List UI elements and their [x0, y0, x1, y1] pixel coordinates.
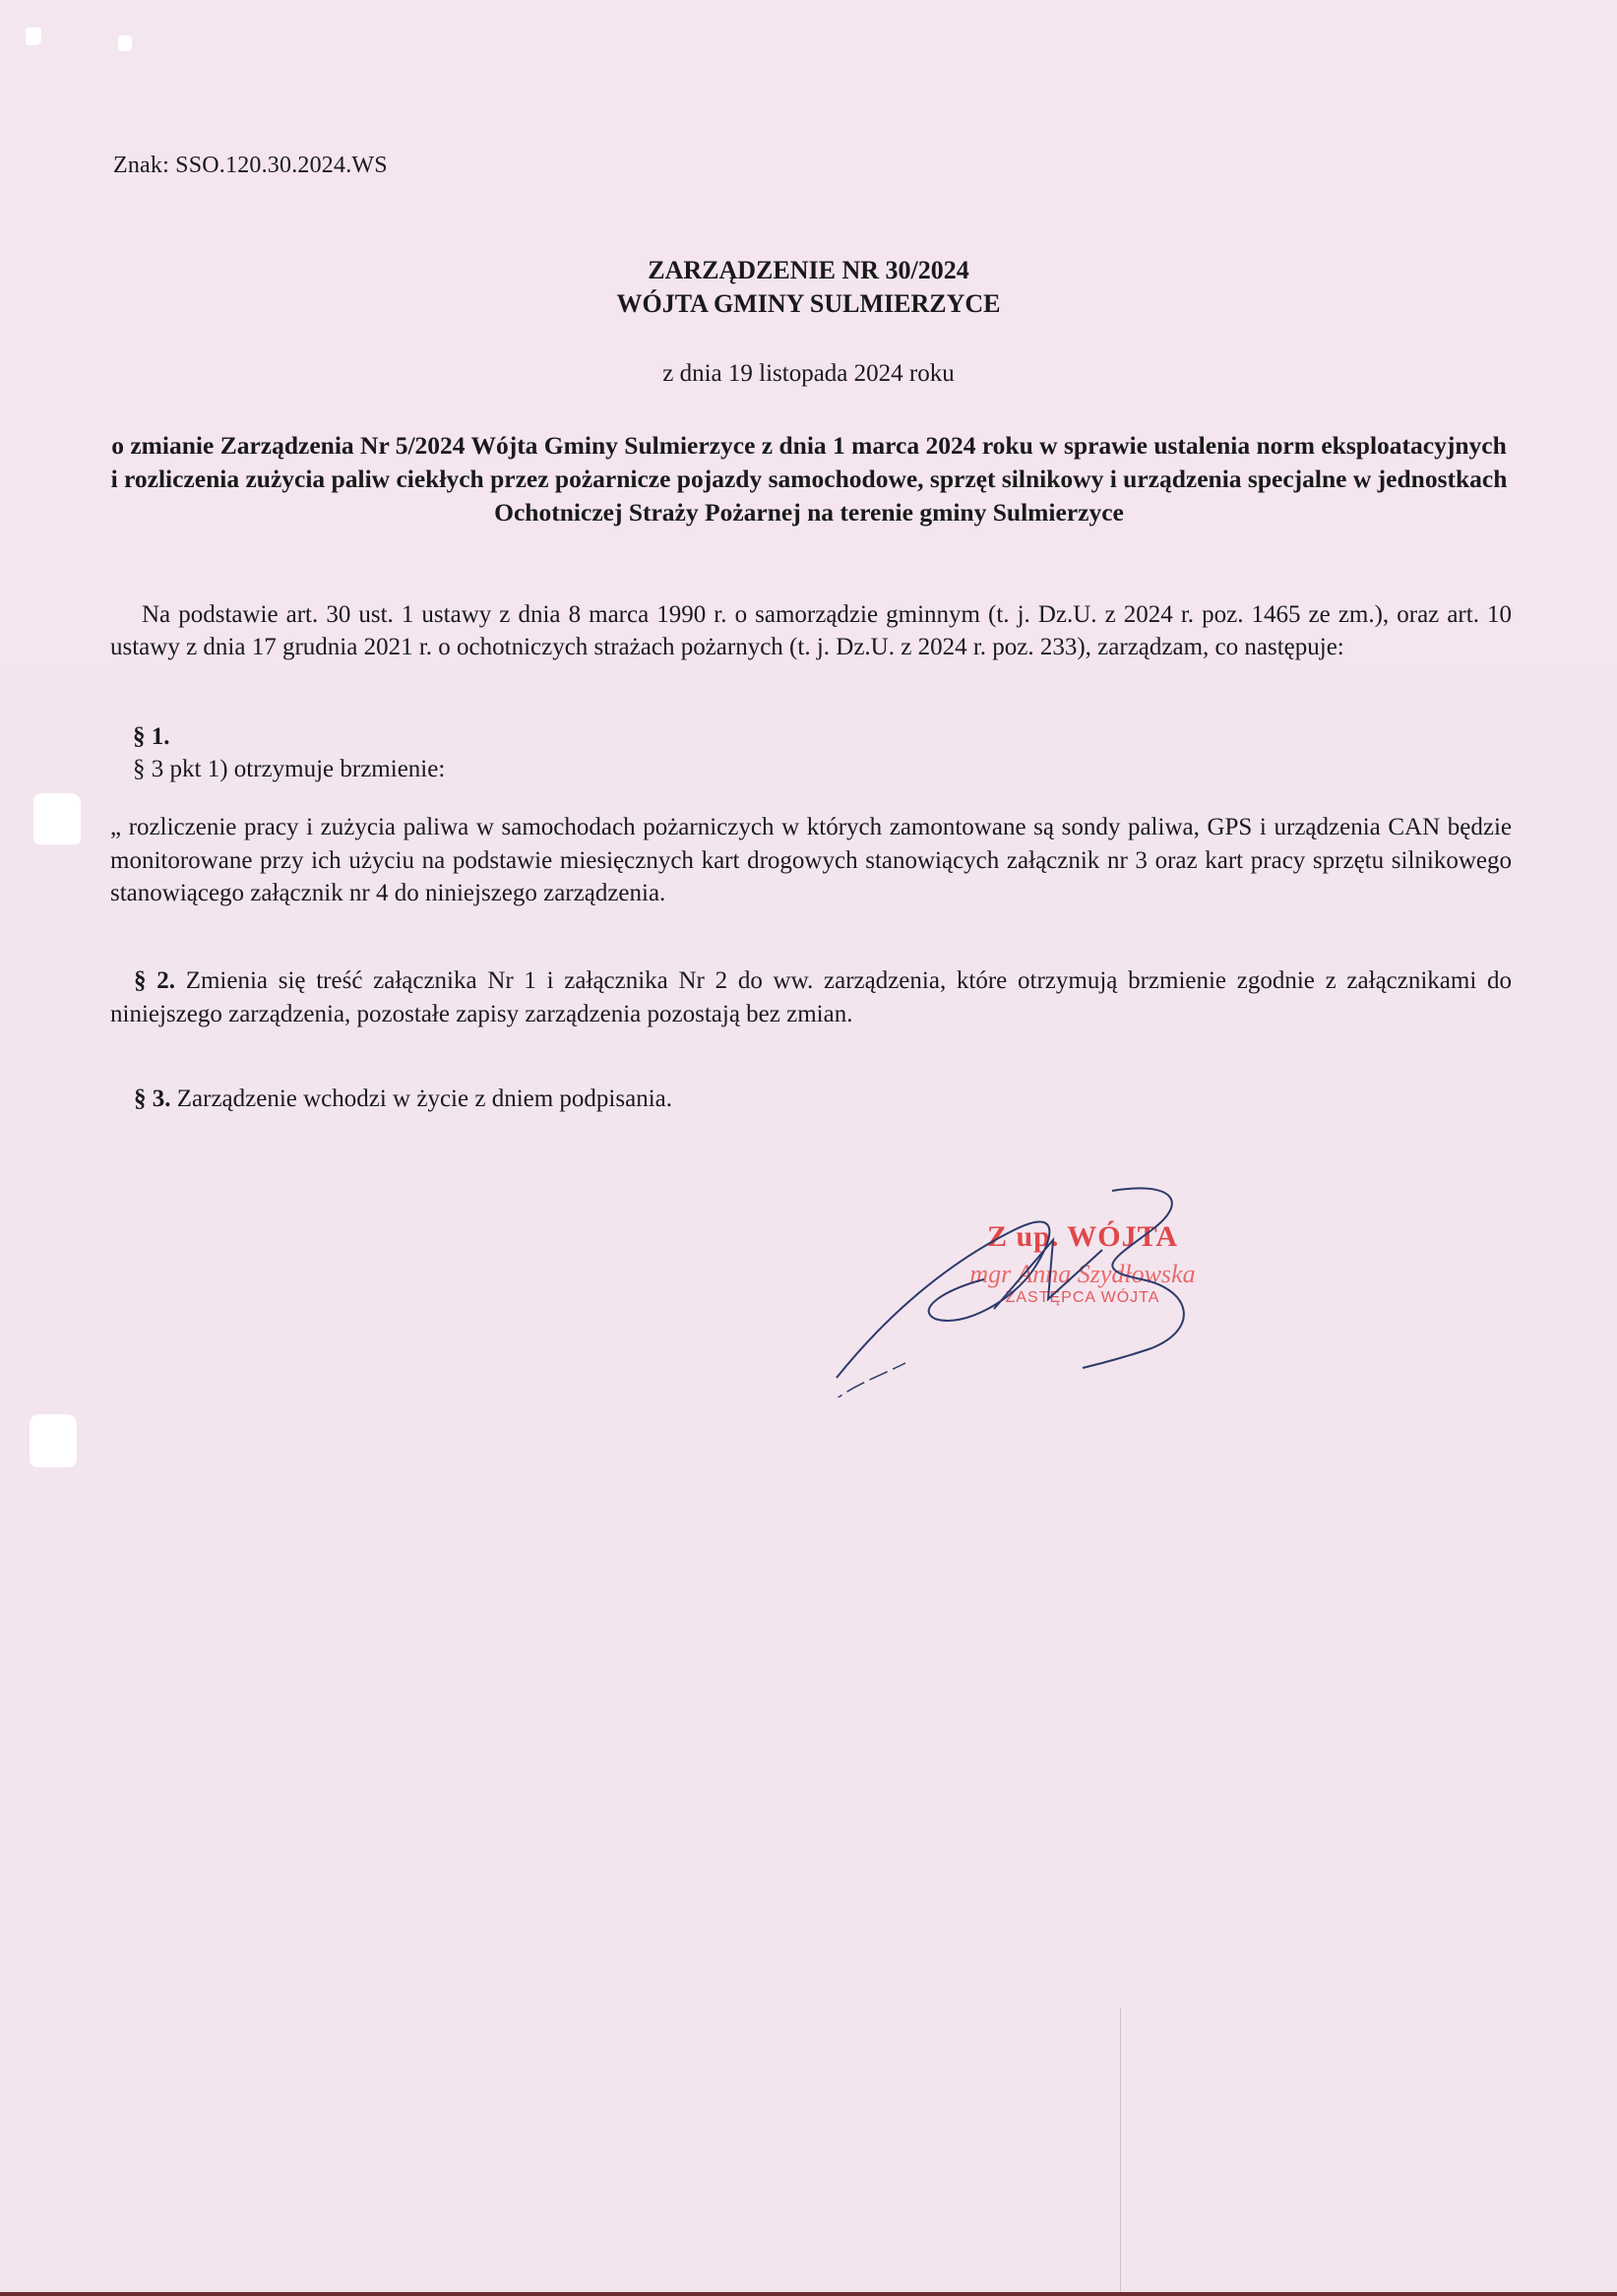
- scan-artifact: [118, 35, 132, 51]
- section-1-intro: § 3 pkt 1) otrzymuje brzmienie:: [133, 756, 446, 782]
- title-line-1: ZARZĄDZENIE NR 30/2024: [648, 256, 969, 284]
- stamp-authority: Z up. WÓJTA: [986, 1220, 1179, 1253]
- punch-hole: [30, 1414, 77, 1467]
- section-1-amended-text: „ rozliczenie pracy i zużycia paliwa w samochodach pożarniczych w których zamontowane są sondy paliwa, GPS i urządzenia CAN będzie monitorowane przy ich użyciu na podstawie miesięcznych kart drogowych stanowiących załącznik nr 3 oraz kart pracy sprzętu silnikowego stanowiącego załącznik nr 4 do niniejszego zarządzenia.: [110, 814, 1512, 906]
- page-bottom-edge: [0, 2292, 1617, 2296]
- official-stamp: [935, 1220, 1230, 1307]
- signature-stroke: [827, 1363, 905, 1397]
- section-2: [110, 964, 1512, 1030]
- document-date: z dnia 19 listopada 2024 roku: [662, 360, 955, 387]
- section-3-number: § 3.: [134, 1086, 171, 1112]
- legal-basis-paragraph: Na podstawie art. 30 ust. 1 ustawy z dnia 8 marca 1990 r. o samorządzie gminnym (t. j. Dz.U. z 2024 r. poz. 1465 ze zm.), oraz art. 10 ustawy z dnia 17 grudnia 2021 r. o ochotniczych strażach pożarnych (t. j. Dz.U. z 2024 r. poz. 233), zarządzam, co następuje:: [110, 601, 1512, 660]
- title-line-2: WÓJTA GMINY SULMIERZYCE: [616, 289, 1001, 318]
- section-3: [134, 1086, 672, 1113]
- scan-artifact: [26, 28, 41, 45]
- document-reference: Znak: SSO.120.30.2024.WS: [113, 153, 388, 178]
- paper-crease: [1120, 2008, 1121, 2296]
- section-2-text: Zmienia się treść załącznika Nr 1 i załącznika Nr 2 do ww. zarządzenia, które otrzymują brzmienie zgodnie z załącznikami do niniejszego zarządzenia, pozostałe zapisy zarządzenia pozostają bez zmian.: [110, 967, 1513, 1027]
- stamp-position: ZASTĘPCA WÓJTA: [1005, 1289, 1160, 1306]
- punch-hole: [33, 793, 81, 844]
- section-1-number: § 1.: [133, 723, 170, 750]
- section-2-number: § 2.: [134, 967, 175, 994]
- document-title: [0, 254, 1617, 321]
- stamp-name: mgr Anna Szydłowska: [969, 1260, 1196, 1288]
- section-3-text: Zarządzenie wchodzi w życie z dniem podpisania.: [170, 1086, 672, 1112]
- document-subject: o zmianie Zarządzenia Nr 5/2024 Wójta Gminy Sulmierzyce z dnia 1 marca 2024 roku w sprawie ustalenia norm eksploatacyjnych i rozliczenia zużycia paliw ciekłych przez pożarnicze pojazdy samochodowe, sprzęt silnikowy i urządzenia specjalne w jednostkach Ochotniczej Straży Pożarnej na terenie gminy Sulmierzyce: [110, 431, 1508, 527]
